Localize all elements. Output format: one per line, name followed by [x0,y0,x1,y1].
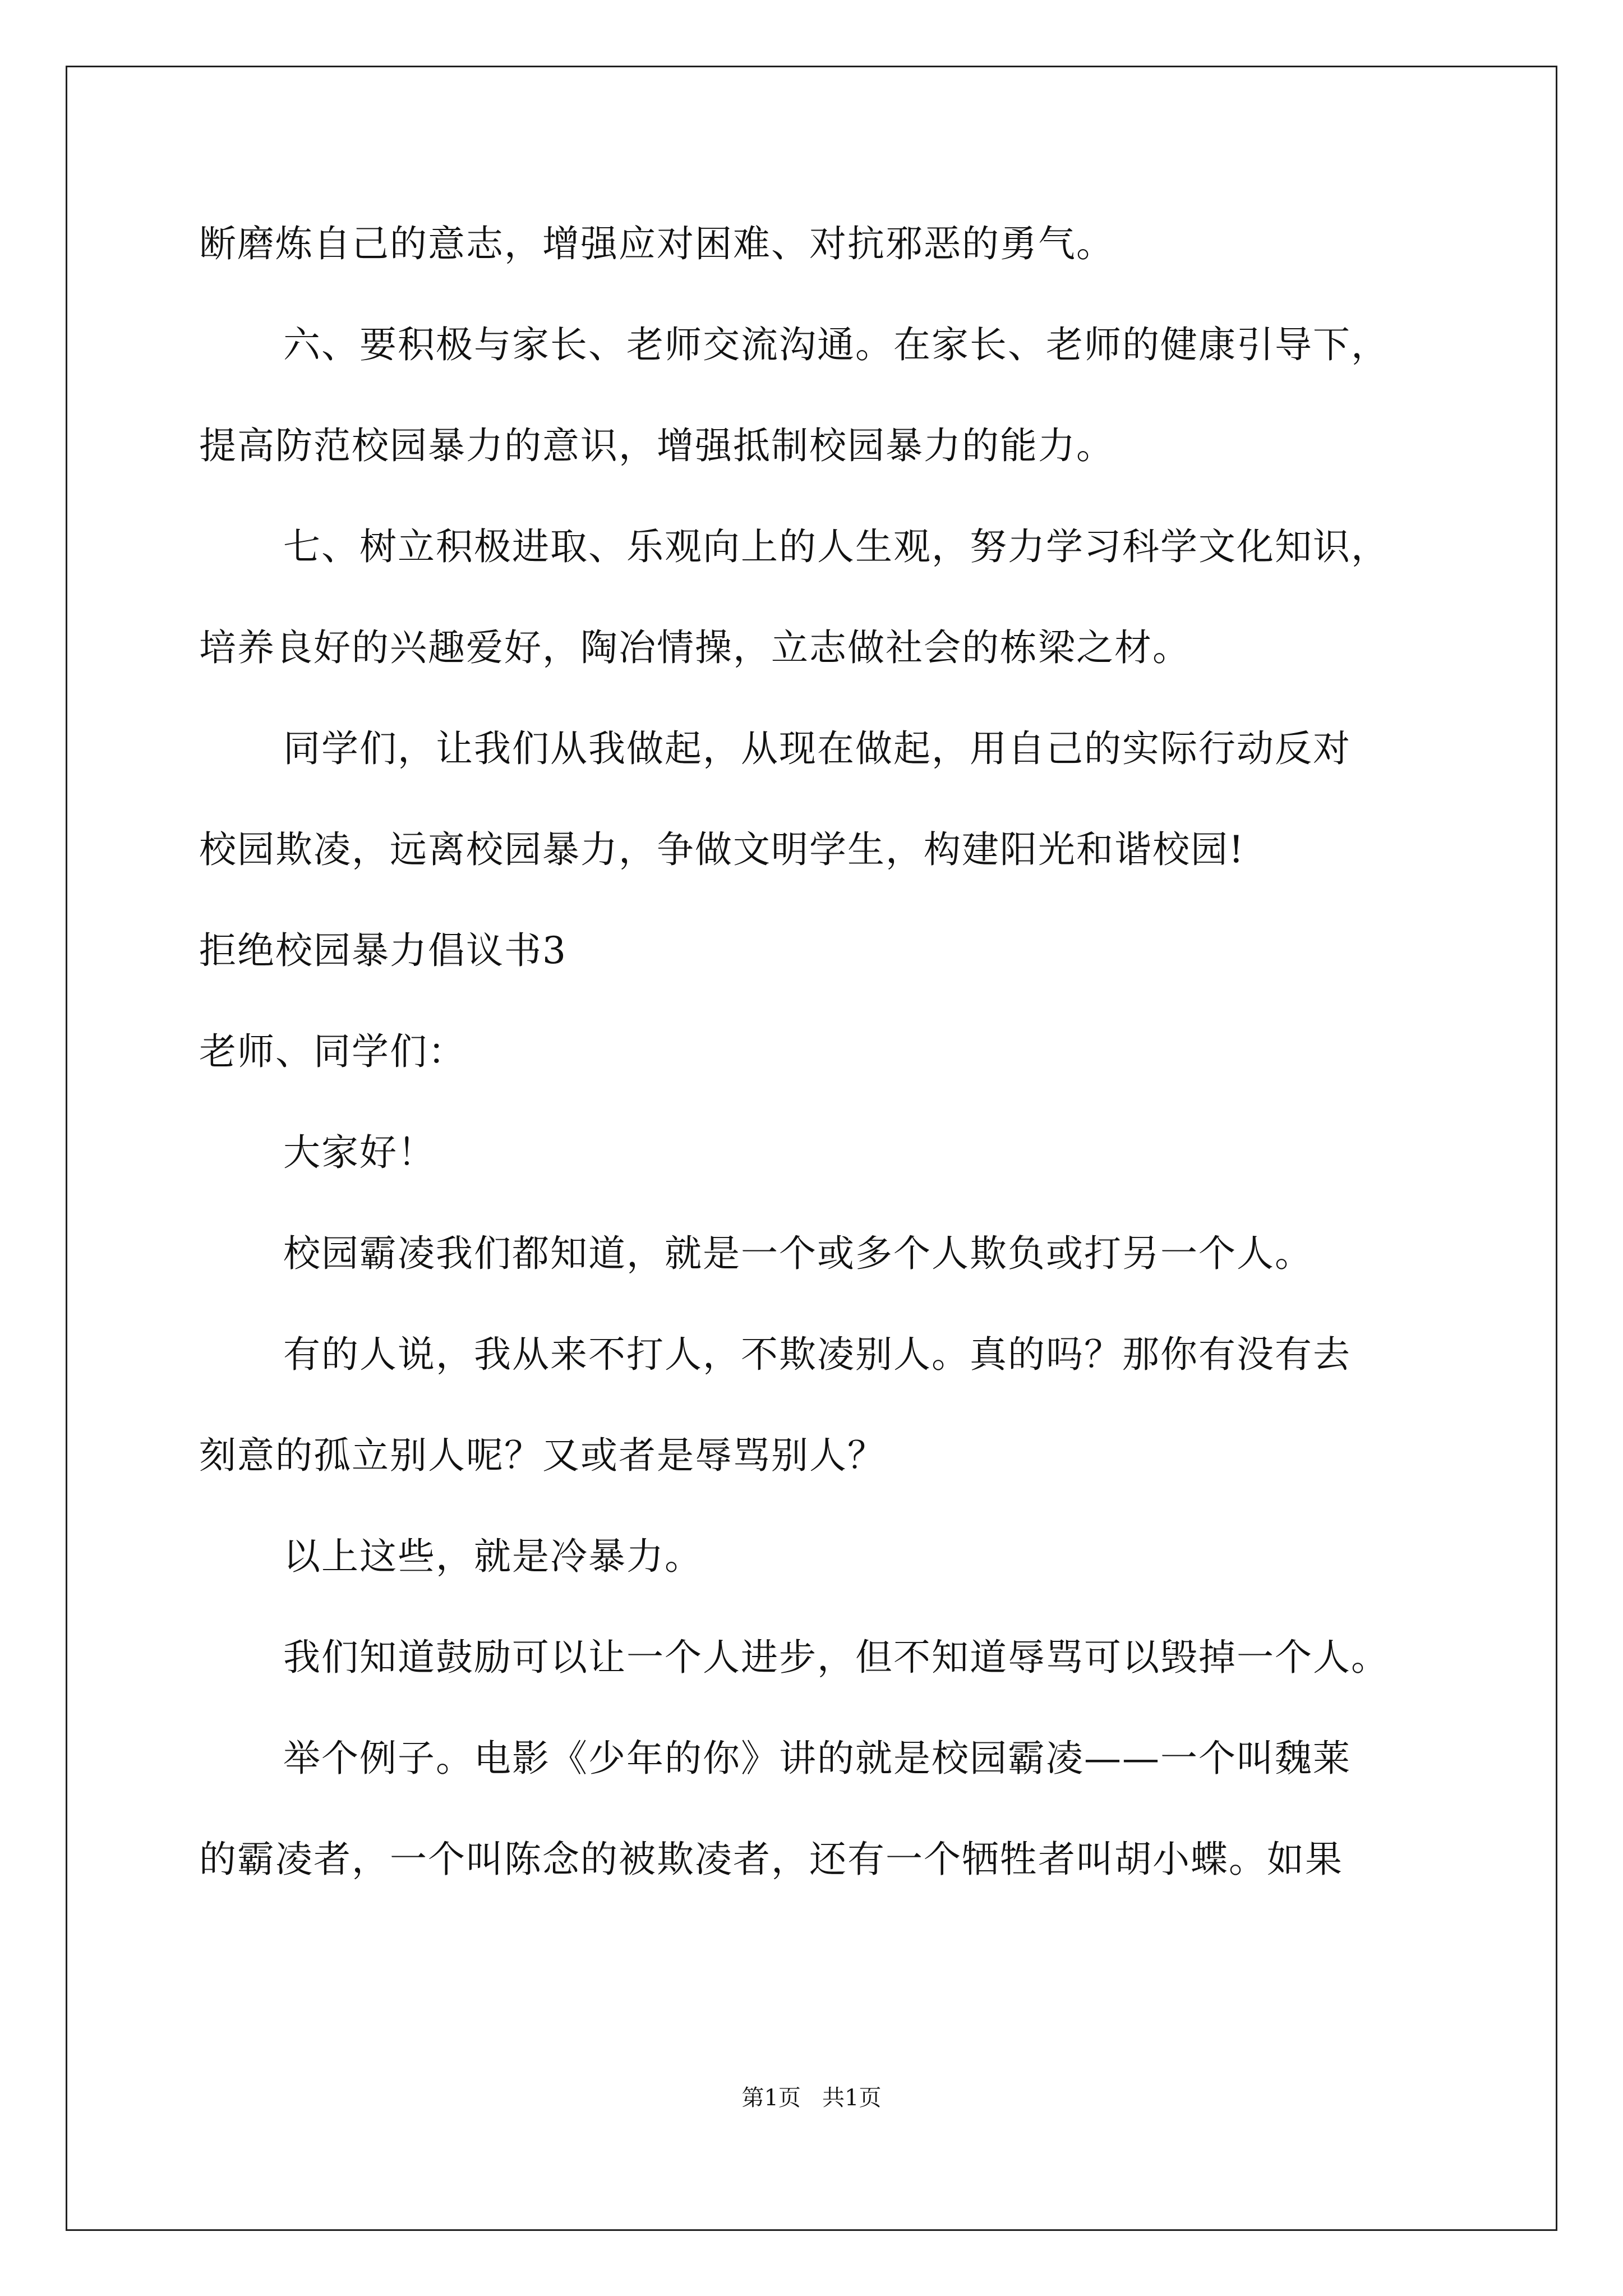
body-line-15: 我们知道鼓励可以让一个人进步，但不知道辱骂可以毁掉一个人。 [283,1636,1389,1679]
salutation: 老师、同学们： [199,1030,466,1073]
body-line-2: 六、要积极与家长、老师交流沟通。在家长、老师的健康引导下， [283,323,1389,366]
body-line-17: 的霸凌者，一个叫陈念的被欺凌者，还有一个牺牲者叫胡小蝶。如果 [199,1838,1343,1881]
body-line-13: 刻意的孤立别人呢？又或者是辱骂别人？ [199,1434,886,1477]
section-heading: 拒绝校园暴力倡议书3 [199,929,567,972]
greeting: 大家好！ [283,1131,436,1174]
body-line-5: 培养良好的兴趣爱好，陶冶情操，立志做社会的栋梁之材。 [199,626,1191,669]
body-line-4: 七、树立积极进取、乐观向上的人生观，努力学习科学文化知识， [283,525,1389,568]
body-line-3: 提高防范校园暴力的意识，增强抵制校园暴力的能力。 [199,424,1114,467]
page-footer: 第1页 共1页 [741,2085,882,2111]
body-line-7: 校园欺凌，远离校园暴力，争做文明学生，构建阳光和谐校园! [199,828,1245,871]
body-line-14: 以上这些，就是冷暴力。 [283,1535,703,1578]
body-line-1: 断磨炼自己的意志，增强应对困难、对抗邪恶的勇气。 [199,222,1114,265]
body-line-12: 有的人说，我从来不打人，不欺凌别人。真的吗？那你有没有去 [283,1333,1351,1376]
body-line-16: 举个例子。电影《少年的你》讲的就是校园霸凌——一个叫魏莱 [283,1737,1351,1780]
body-line-6: 同学们，让我们从我做起，从现在做起，用自己的实际行动反对 [283,727,1351,770]
body-line-11: 校园霸凌我们都知道，就是一个或多个人欺负或打另一个人。 [283,1232,1313,1275]
